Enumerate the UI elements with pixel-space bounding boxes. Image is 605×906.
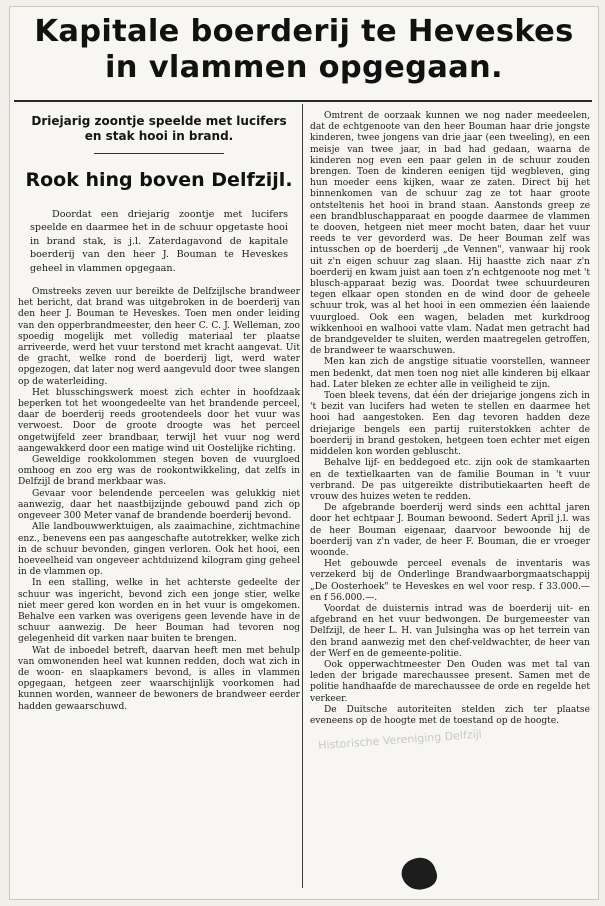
- article-headline: [18, 14, 590, 86]
- left-body: [18, 287, 300, 713]
- lead-paragraph: Doordat een driejarig zoontje met lucifers speelde en daarmee het in de schuur opgetaste hooi in brand stak, is j.l. Zaterdagavond de kapitale boerderij van den heer J. Bouman te Heveskes geheel in vlammen opgegaan.: [30, 209, 288, 274]
- left-paragraph-3: Geweldige rookkolommen stegen boven de vuurgloed omhoog en zoo erg was de rookontwikkeling, dat zelfs in Delfzijl de brand merkbaar was.: [18, 455, 300, 488]
- left-paragraph-1: Omstreeks zeven uur bereikte de Delfzijlsche brandweer het bericht, dat brand was uitgebroken in de boerderij van den heer J. Bouman te Heveskes. Toen men onder leiding van den opperbrandmeester, den heer C. C. J. Welleman, zoo spoedig mogelijk met volledig materiaal ter plaatse arriveerde, werd het vuur terstond met kracht aangevat. Uit de gracht, welke rond de boerderij ligt, werd water opgezogen, dat later nog werd aangevuld door twee slangen op de waterleiding.: [18, 287, 300, 387]
- subheadline-line-2: en stak hooi in brand.: [84, 129, 234, 143]
- right-paragraph-6: Het gebouwde perceel evenals de inventaris was verzekerd bij de Onderlinge Brandwaarborgmaatschappij „De Oosterhoek" te Heveskes en wel voor resp. f 33.000.— en f 56.000.—.: [310, 559, 590, 603]
- subheadline: [18, 114, 300, 144]
- headline-line-2: in vlammen opgegaan.: [105, 50, 503, 85]
- headline-line-1: Kapitale boerderij te Heveskes: [34, 14, 574, 49]
- watermark-text: Historische Vereniging Delfzijl: [317, 727, 483, 753]
- subheadline-line-1: Driejarig zoontje speelde met lucifers: [31, 114, 287, 128]
- right-paragraph-4: Behalve lijf- en beddegoed etc. zijn ook de stamkaarten en de textielkaarten van de familie Bouman in 't vuur verbrand. De pas uitgereikte distributiekaarten heeft de vrouw des huizes weten te redden.: [310, 458, 590, 502]
- right-column: [310, 111, 590, 727]
- right-paragraph-3: Toen bleek tevens, dat één der driejarige jongens zich in 't bezit van lucifers had weten te stellen en daarmee het hooi had aangestoken. Een dag tevoren hadden deze driejarige bengels een partij ruiterstokken achter de boerderij in brand gestoken, hetgeen toen echter met eigen middelen kon worden gebluscht.: [310, 391, 590, 458]
- left-paragraph-2: Het blusschingswerk moest zich echter in hoofdzaak beperken tot het woongedeelte van het brandende perceel, daar de boerderij reeds grootendeels door het vuur was verwoest. Door de groote droogte was het perceel ongetwijfeld zeer brandbaar, terwijl het vuur nog werd aangewakkerd door een matige wind uit Oostelijke richting.: [18, 387, 300, 454]
- column-divider: [302, 104, 303, 888]
- right-paragraph-7: Voordat de duisternis intrad was de boerderij uit- en afgebrand en het vuur bedwongen. De burgemeester van Delfzijl, de heer L. H. van Julsingha was op het terrein van den brand aanwezig met den chef-veldwachter, de heer van der Werf en de gemeente-politie.: [310, 603, 590, 659]
- right-paragraph-9: De Duitsche autoriteiten stelden zich ter plaatse eveneens op de hoogte met de toestand op de hoogte.: [310, 704, 590, 726]
- left-paragraph-5: Alle landbouwwerktuigen, als zaaimachine, zichtmachine enz., benevens een pas aangeschafte autotrekker, welke zich in de schuur bevonden, gingen verloren. Ook het hooi, een hoeveelheid van ongeveer achtduizend kilogram ging geheel in de vlammen op.: [18, 522, 300, 578]
- left-paragraph-6: In een stalling, welke in het achterste gedeelte der schuur was ingericht, bevond zich een jonge stier, welke niet meer gered kon worden en in het vuur is omgekomen. Behalve een varken was overigens geen levende have in de schuur aanwezig. De heer Bouman had tevoren nog gelegenheid dit varken naar buiten te brengen.: [18, 578, 300, 645]
- headline-rule: [14, 100, 592, 102]
- left-paragraph-7: Wat de inboedel betreft, daarvan heeft men met behulp van omwonenden heel wat kunnen redden, doch wat zich in de woon- en slaapkamers bevond, is alles in vlammen opgegaan, hetgeen zeer waarschijnlijk voorkomen had kunnen worden, wanneer de bewoners de brandweer eerder hadden gewaarschuwd.: [18, 645, 300, 712]
- right-paragraph-2: Men kan zich de angstige situatie voorstellen, wanneer men bedenkt, dat men toen nog niet alle kinderen bij elkaar had. Later bleken ze echter alle in veiligheid te zijn.: [310, 357, 590, 390]
- right-paragraph-1: Omtrent de oorzaak kunnen we nog nader meedeelen, dat de echtgenoote van den heer Bouman haar drie jongste kinderen, twee jongens van drie jaar (een tweeling), en een meisje van twee jaar, in bad had gedaan, waarna de kinderen nog even een paar gelen in de schuur zouden brengen. Toen de kinderen eenigen tijd wegbleven, ging hun moeder eens kijken, waar ze zaten. Direct bij het binnenkomen van de schuur zag ze tot haar groote ontsteltenis het hooi in brand staan. Aanstonds greep ze een brandbluschapparaat en poogde daarmee de vlammen te dooven, hetgeen niet meer mocht baten, daar het vuur reeds te ver gevorderd was. De heer Bouman zelf was intusschen op de boerderij „de Vennen", vanwaar hij rook uit z'n eigen schuur zag slaan. Hij haastte zich naar z'n boerderij en kwam juist aan toen z'n echtgenoote nog met 't blusch-apparaat bezig was. Doordat twee schuurdeuren tegen elkaar open stonden en de wind door de geheele schuur trok, was al het hooi in een ommezien één laaiende vuurgloed. Ook een wagen, beladen met kurkdroog wikkenhooi en walhooi vatte vlam. Nadat men getracht had de brandgevelder te sluiten, werden maatregelen getroffen, de brandweer te waarschuwen.: [310, 111, 590, 357]
- subheadline-rule: [94, 153, 224, 154]
- right-paragraph-8: Ook opperwachtmeester Den Ouden was met tal van leden der brigade marechaussee present. Samen met de politie handhaafde de marechaussee de orde en regelde het verkeer.: [310, 659, 590, 704]
- left-column: [18, 110, 300, 713]
- section-heading: Rook hing boven Delfzijl.: [25, 169, 293, 191]
- right-paragraph-5: De afgebrande boerderij werd sinds een achttal jaren door het echtpaar J. Bouman bewoond. Sedert April j.l. was de heer Bouman eigenaar, daarvoor bewoonde hij de boerderij van z'n vader, de heer F. Bouman, die er vroeger woonde.: [310, 503, 590, 558]
- left-paragraph-4: Gevaar voor belendende perceelen was gelukkig niet aanwezig, daar het naastbijzijnde gebouwd pand zich op ongeveer 300 Meter vanaf de brandende boerderij bevond.: [18, 488, 300, 522]
